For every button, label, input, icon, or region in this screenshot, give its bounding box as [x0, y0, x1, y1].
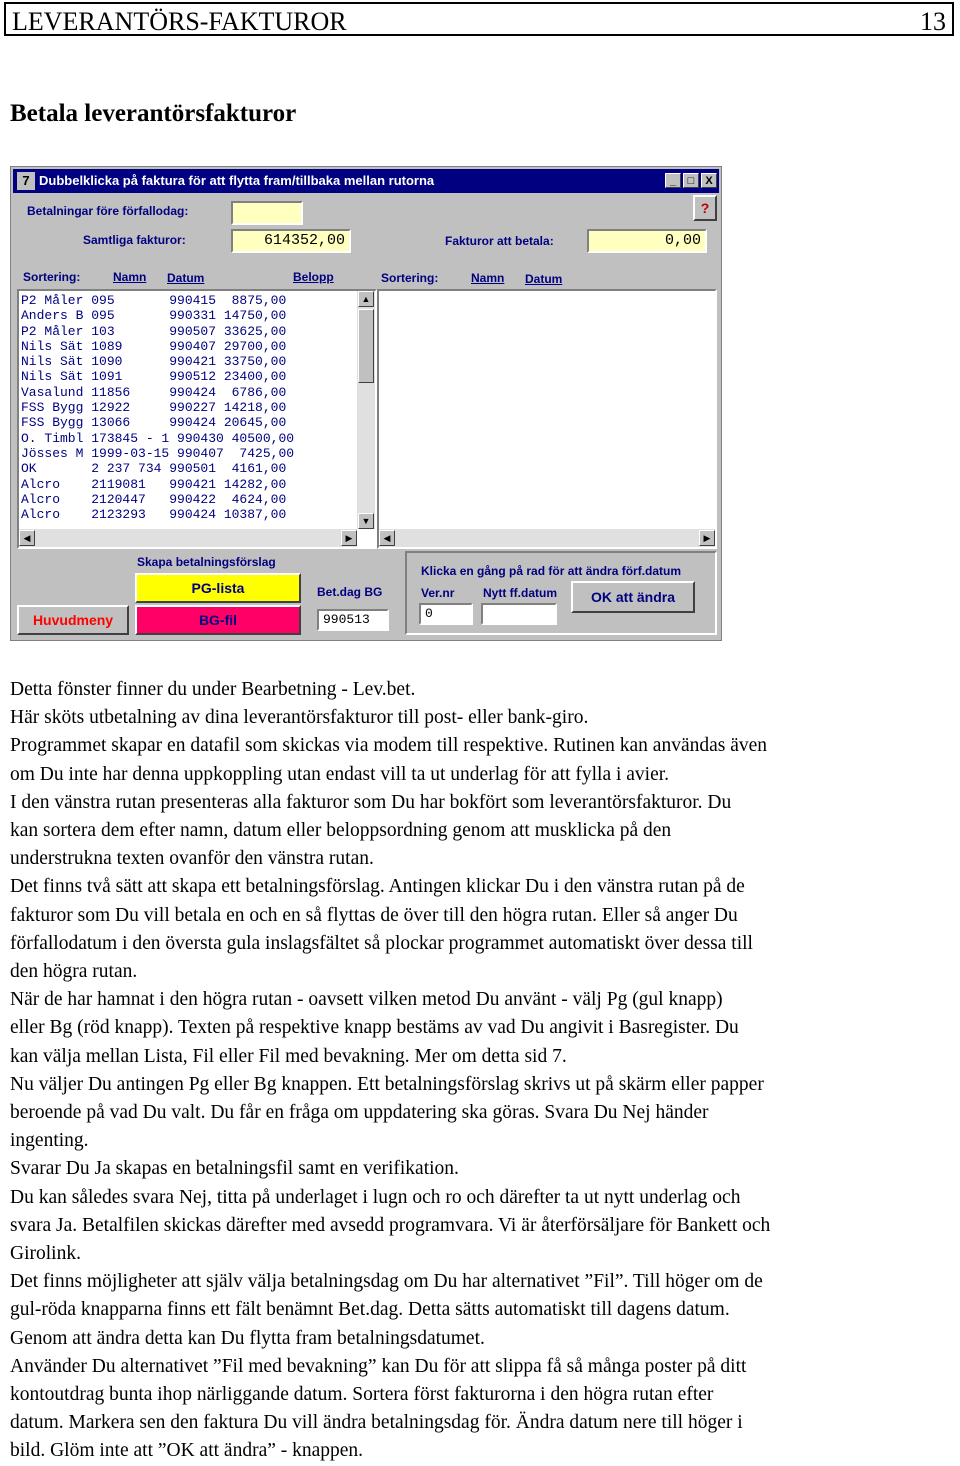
payment-date-field[interactable]: 990513 — [317, 609, 389, 631]
invoice-list[interactable] — [17, 289, 377, 549]
help-button[interactable]: ? — [693, 195, 717, 221]
app-icon[interactable]: 7 — [17, 172, 35, 190]
paragraph-line: I den vänstra rutan presenteras alla fakturor som Du har bokfört som leverantörsfakturor. Du — [10, 791, 732, 813]
right-sort-namn-link[interactable]: Namn — [471, 271, 505, 285]
left-horizontal-scrollbar[interactable] — [19, 529, 357, 547]
paragraph-line: Använder Du alternativet ”Fil med bevakning” kan Du för att slippa få så många poster på ditt — [10, 1355, 747, 1377]
invoice-row[interactable]: O. Timbl 173845 - 1 990430 40500,00 — [21, 430, 295, 446]
right-horizontal-scrollbar[interactable] — [379, 529, 715, 547]
ok-change-button[interactable]: OK att ändra — [571, 581, 695, 613]
paragraph-line: Det finns två sätt att skapa ett betalningsförslag. Antingen klickar Du i den vänstra rutan på de — [10, 876, 745, 898]
paragraph-line: ingenting. — [10, 1130, 89, 1152]
total-invoices-field: 614352,00 — [231, 229, 351, 253]
invoice-row[interactable]: P2 Måler 095 990415 8875,00 — [21, 293, 287, 308]
paragraph-line: fakturor som Du vill betala en och en så flyttas de över till den högra rutan. Eller så anger Du — [10, 904, 738, 926]
skapa-label: Skapa betalningsförslag — [137, 555, 276, 569]
scroll-right-icon[interactable]: ▶ — [341, 530, 357, 546]
paragraph-line: Genom att ändra detta kan Du flytta fram betalningsdatumet. — [10, 1327, 485, 1349]
left-sort-datum-link[interactable]: Datum — [167, 271, 205, 285]
invoice-row[interactable]: OK 2 237 734 990501 4161,00 — [21, 461, 287, 477]
paragraph-line: Nu väljer Du antingen Pg eller Bg knappen. Ett betalningsförslag skrivs ut på skärm eller papper — [10, 1073, 764, 1095]
vernr-label: Ver.nr — [421, 586, 455, 600]
payment-window — [10, 166, 722, 641]
left-sort-label: Sortering: — [23, 270, 81, 284]
paragraph-line: Girolink. — [10, 1243, 81, 1265]
scroll-down-icon[interactable]: ▼ — [358, 513, 374, 529]
paragraph-line: Du kan således svara Nej, titta på underlaget i lugn och ro och därefter ta ut nytt underlag och — [10, 1186, 741, 1208]
left-vertical-scrollbar[interactable] — [357, 291, 375, 529]
invoice-rows — [21, 293, 294, 522]
paragraph-line: om Du inte har denna uppkoppling utan endast vill ta ut underlag för att fylla i avier. — [10, 763, 670, 785]
invoice-row[interactable]: Vasalund 11856 990424 6786,00 — [21, 384, 287, 400]
scroll-right-icon[interactable]: ▶ — [699, 530, 715, 546]
paragraph-line: När de har hamnat i den högra rutan - oavsett vilken metod Du använt - välj Pg (gul knapp) — [10, 989, 723, 1011]
vernr-input[interactable]: 0 — [419, 603, 473, 625]
paragraph-line: kan välja mellan Lista, Fil eller Fil med bevakning. Mer om detta sid 7. — [10, 1045, 567, 1067]
payment-list[interactable] — [377, 289, 717, 549]
paragraph-line: beroende på vad Du valt. Du får en fråga om uppdatering ska göras. Svara Du Nej händer — [10, 1102, 709, 1124]
paragraph-line: den högra rutan. — [10, 961, 138, 983]
invoice-row[interactable]: Anders B 095 990331 14750,00 — [21, 308, 287, 324]
paragraph-line: förfallodatum i den översta gula inslagsfältet så plockar programmet automatiskt över dessa till — [10, 932, 753, 954]
maximize-button[interactable]: □ — [683, 173, 699, 188]
paragraph-line: Det finns möjligheter att själv välja betalningsdag om Du har alternativet ”Fil”. Till höger om de — [10, 1271, 763, 1293]
body-text — [10, 676, 950, 1466]
invoice-row[interactable]: P2 Måler 103 990507 33625,00 — [21, 323, 287, 339]
page-header — [4, 2, 954, 36]
paragraph-line: kan sortera dem efter namn, datum eller beloppsordning genom att musklicka på den — [10, 820, 672, 842]
minimize-button[interactable]: _ — [665, 173, 681, 188]
close-button[interactable]: X — [701, 173, 717, 188]
invoice-row[interactable]: FSS Bygg 12922 990227 14218,00 — [21, 400, 287, 416]
samtliga-label: Samtliga fakturor: — [83, 233, 186, 247]
paragraph-line: datum. Markera sen den faktura Du vill ändra betalningsdag för. Ändra datum nere till höger i — [10, 1412, 743, 1434]
invoice-row[interactable]: Nils Sät 1089 990407 29700,00 — [21, 338, 287, 354]
att-betala-label: Fakturor att betala: — [445, 234, 554, 248]
paragraph-line: eller Bg (röd knapp). Texten på respektive knapp bestäms av vad Du angivit i Basregister. Du — [10, 1017, 739, 1039]
new-due-date-input[interactable] — [481, 603, 557, 625]
to-pay-field: 0,00 — [587, 229, 707, 253]
paragraph-line: Här sköts utbetalning av dina leverantörsfakturor till post- eller bank-giro. — [10, 707, 589, 729]
section-heading: Betala leverantörsfakturor — [10, 100, 297, 127]
paragraph-line: understrukna texten ovanför den vänstra rutan. — [10, 848, 374, 870]
invoice-row[interactable]: Alcro 2119081 990421 14282,00 — [21, 476, 287, 492]
paragraph-line: bild. Glöm inte att ”OK att ändra” - knappen. — [10, 1440, 364, 1462]
window-title: Dubbelklicka på faktura för att flytta fram/tillbaka mellan rutorna — [39, 173, 435, 188]
right-sort-label: Sortering: — [381, 271, 439, 285]
paragraph-line: kontoutdrag bunta ihop närliggande datum. Sortera först fakturorna i den högra rutan efter — [10, 1384, 714, 1406]
paragraph-line: Programmet skapar en datafil som skickas via modem till respektive. Rutinen kan användas även — [10, 735, 768, 757]
betdag-label: Bet.dag BG — [317, 585, 383, 599]
paragraph-line: Svarar Du Ja skapas en betalningsfil samt en verifikation. — [10, 1158, 459, 1180]
betalningar-label: Betalningar före förfallodag: — [27, 204, 189, 218]
invoice-row[interactable]: Nils Sät 1090 990421 33750,00 — [21, 354, 287, 370]
invoice-row[interactable]: Alcro 2120447 990422 4624,00 — [21, 491, 287, 507]
pg-list-button[interactable]: PG-lista — [135, 573, 301, 603]
invoice-row[interactable]: Nils Sät 1091 990512 23400,00 — [21, 369, 287, 385]
scroll-up-icon[interactable]: ▲ — [358, 291, 374, 307]
bg-file-button[interactable]: BG-fil — [135, 605, 301, 635]
paragraph-line: Detta fönster finner du under Bearbetning - Lev.bet. — [10, 679, 416, 700]
due-date-input[interactable] — [231, 201, 303, 225]
invoice-row[interactable]: Jösses M 1999-03-15 990407 7425,00 — [21, 445, 295, 461]
scroll-left-icon[interactable]: ◀ — [19, 530, 35, 546]
paragraph-line: svara Ja. Betalfilen skickas därefter med avsedd programvara. Vi är återförsäljare för Bankett och — [10, 1214, 771, 1236]
window-titlebar — [13, 169, 719, 193]
change-date-panel — [405, 551, 717, 635]
page-number: 13 — [920, 7, 946, 36]
invoice-row[interactable]: Alcro 2123293 990424 10387,00 — [21, 507, 287, 523]
invoice-row[interactable]: FSS Bygg 13066 990424 20645,00 — [21, 415, 287, 431]
nytt-datum-label: Nytt ff.datum — [483, 586, 557, 600]
left-sort-namn-link[interactable]: Namn — [113, 270, 147, 284]
chapter-title: LEVERANTÖRS-FAKTUROR — [12, 7, 347, 36]
right-sort-datum-link[interactable]: Datum — [525, 272, 563, 286]
main-menu-button[interactable]: Huvudmeny — [17, 605, 129, 635]
scroll-thumb[interactable] — [358, 309, 374, 383]
left-sort-belopp-link[interactable]: Belopp — [293, 270, 334, 284]
change-hint: Klicka en gång på rad för att ändra förf.datum — [421, 564, 682, 578]
scroll-left-icon[interactable]: ◀ — [379, 530, 395, 546]
paragraph-line: gul-röda knapparna finns ett fält benämnt Bet.dag. Detta sätts automatiskt till dagens datum. — [10, 1299, 730, 1321]
